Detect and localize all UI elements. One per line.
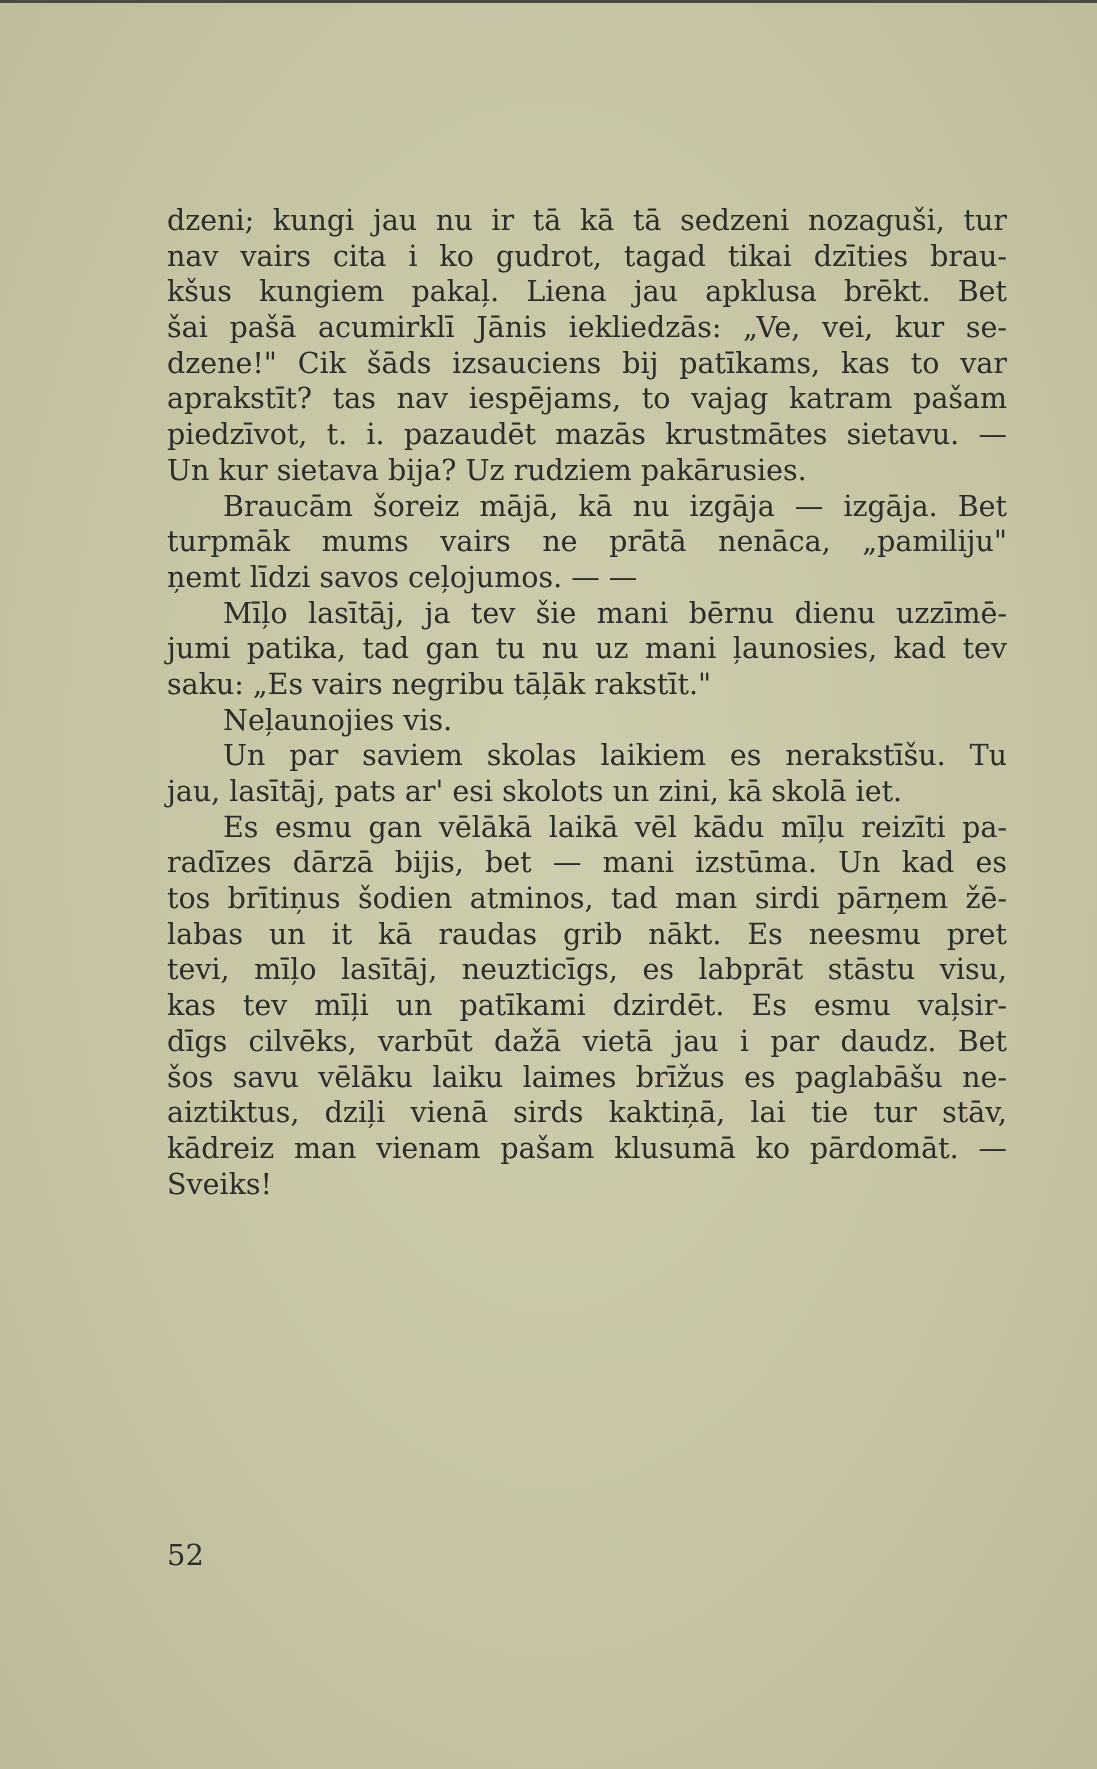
- text-line: Braucām šoreiz mājā, kā nu izgāja — izgāja. Bet: [223, 489, 1007, 523]
- text-line: šos savu vēlāku laiku laimes brīžus es paglabāšu ne-: [167, 1060, 1007, 1094]
- text-line: tevi, mīļo lasītāj, neuzticīgs, es labprāt stāstu visu,: [167, 953, 1007, 987]
- text-line: Un par saviem skolas laikiem es nerakstīšu. Tu: [223, 739, 1007, 773]
- text-line: ņemt līdzi savos ceļojumos. — —: [167, 560, 638, 594]
- text-line: dzene!" Cik šāds izsauciens bij patīkams, kas to var: [167, 346, 1007, 380]
- text-line: Un kur sietava bija? Uz rudziem pakārusies.: [167, 453, 807, 487]
- text-line: aprakstīt? tas nav iespējams, to vajag katram pašam: [167, 382, 1007, 416]
- text-line: kas tev mīļi un patīkami dzirdēt. Es esmu vaļsir-: [167, 989, 1007, 1023]
- text-line: aiztiktus, dziļi vienā sirds kaktiņā, lai tie tur stāv,: [167, 1096, 1007, 1130]
- text-line: radīzes dārzā bijis, bet — mani izstūma. Un kad es: [167, 846, 1007, 880]
- text-line: labas un it kā raudas grib nākt. Es neesmu pret: [167, 917, 1007, 951]
- text-line: turpmāk mums vairs ne prātā nenāca, „pamiliju": [167, 525, 1007, 559]
- text-line: saku: „Es vairs negribu tāļāk rakstīt.": [167, 667, 712, 701]
- text-line: jumi patika, tad gan tu nu uz mani ļaunosies, kad tev: [167, 632, 1007, 666]
- text-line: Mīļo lasītāj, ja tev šie mani bērnu dienu uzzīmē-: [223, 596, 1007, 630]
- text-line: jau, lasītāj, pats ar' esi skolots un zini, kā skolā iet.: [167, 775, 903, 808]
- text-line: Es esmu gan vēlākā laikā vēl kādu mīļu reizīti pa-: [223, 810, 1007, 844]
- text-line: šai pašā acumirklī Jānis iekliedzās: „Ve, vei, kur se-: [167, 311, 1007, 345]
- text-line: nav vairs cita i ko gudrot, tagad tikai dzīties brau-: [167, 239, 1007, 273]
- page-top-edge: [0, 0, 1097, 3]
- text-line: Sveiks!: [167, 1167, 272, 1201]
- text-line: dīgs cilvēks, varbūt dažā vietā jau i par daudz. Bet: [167, 1024, 1007, 1058]
- page-number: 52: [167, 1538, 204, 1572]
- text-line: piedzīvot, t. i. pazaudēt mazās krustmātes sietavu. —: [167, 418, 1007, 452]
- body-text: [167, 203, 1007, 1202]
- text-line: kādreiz man vienam pašam klusumā ko pārdomāt. —: [167, 1131, 1007, 1165]
- text-line: Neļaunojies vis.: [223, 703, 453, 737]
- text-line: dzeni; kungi jau nu ir tā kā tā sedzeni nozaguši, tur: [167, 204, 1007, 237]
- text-line: kšus kungiem pakaļ. Liena jau apklusa brēkt. Bet: [167, 275, 1007, 309]
- text-line: tos brītiņus šodien atminos, tad man sirdi pārņem žē-: [167, 882, 1007, 916]
